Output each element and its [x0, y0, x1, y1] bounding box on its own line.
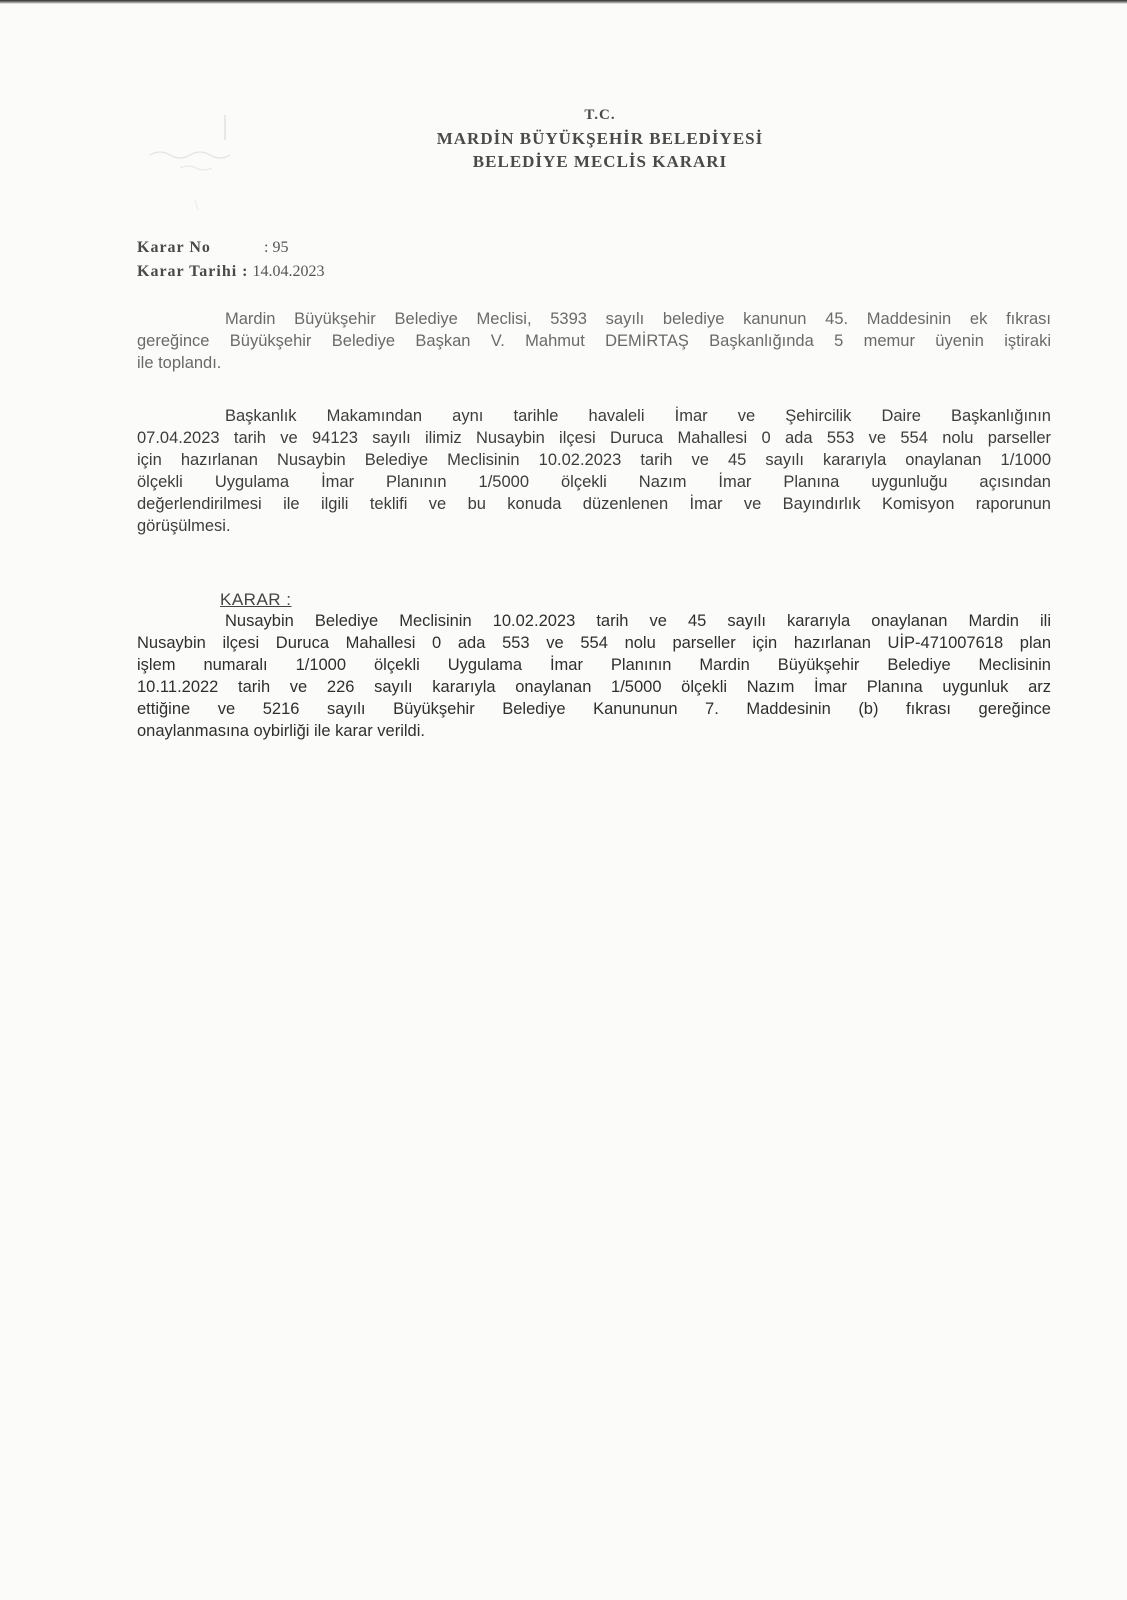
header-council-decision: BELEDİYE MECLİS KARARI — [472, 152, 728, 171]
paragraph-line: için hazırlanan Nusaybin Belediye Meclisinin 10.02.2023 tarih ve 45 sayılı kararıyla onaylanan 1/1000 — [137, 451, 1051, 469]
decision-date-row — [137, 260, 325, 284]
paragraph-line: onaylanmasına oybirliği ile karar verildi. — [137, 722, 425, 740]
paragraph-line: Nusaybin Belediye Meclisinin 10.02.2023 tarih ve 45 sayılı kararıyla onaylanan Mardin ili — [225, 612, 1051, 630]
decision-number-row — [137, 236, 325, 260]
paragraph-line: işlem numaralı 1/1000 ölçekli Uygulama İmar Planının Mardin Büyükşehir Belediye Meclisinin — [137, 656, 1051, 674]
header-municipality: MARDİN BÜYÜKŞEHİR BELEDİYESİ — [436, 129, 764, 148]
paragraph-line: Başkanlık Makamından aynı tarihle havaleli İmar ve Şehircilik Daire Başkanlığının — [225, 407, 1051, 425]
paragraph-line: ile toplandı. — [137, 354, 222, 372]
decision-heading: KARAR : — [220, 590, 292, 609]
paragraph-decision — [137, 610, 1051, 742]
decision-meta — [137, 236, 325, 284]
decision-date-value: 14.04.2023 — [252, 263, 325, 280]
paragraph-line: gereğince Büyükşehir Belediye Başkan V. Mahmut DEMİRTAŞ Başkanlığında 5 memur üyenin iştiraki — [137, 332, 1051, 350]
paragraph-agenda — [137, 405, 1051, 537]
decision-number-value: : 95 — [264, 239, 289, 256]
paragraph-line: ettiğine ve 5216 sayılı Büyükşehir Belediye Kanununun 7. Maddesinin (b) fıkrası gereğince — [137, 700, 1051, 718]
paragraph-line: Mardin Büyükşehir Belediye Meclisi, 5393 sayılı belediye kanunun 45. Maddesinin ek fıkrası — [225, 310, 1051, 328]
paragraph-line: değerlendirilmesi ile ilgili teklifi ve bu konuda düzenlenen İmar ve Bayındırlık Komisyon raporunun — [137, 495, 1051, 513]
paragraph-line: görüşülmesi. — [137, 517, 231, 535]
paragraph-session — [137, 308, 1051, 374]
decision-number-label: Karar No — [137, 239, 211, 256]
paragraph-line: ölçekli Uygulama İmar Planının 1/5000 ölçekli Nazım İmar Planına uygunluğu açısından — [137, 473, 1051, 491]
document-header — [380, 104, 820, 173]
header-tc: T.C. — [584, 107, 616, 123]
faint-stamp-mark — [140, 110, 240, 220]
paragraph-line: 10.11.2022 tarih ve 226 sayılı kararıyla onaylanan 1/5000 ölçekli Nazım İmar Planına uygunluk arz — [137, 678, 1051, 696]
paragraph-line: Nusaybin ilçesi Duruca Mahallesi 0 ada 553 ve 554 nolu parseller için hazırlanan UİP-471007618 plan — [137, 634, 1051, 652]
paragraph-line: 07.04.2023 tarih ve 94123 sayılı ilimiz Nusaybin ilçesi Duruca Mahallesi 0 ada 553 ve 554 nolu parseller — [137, 429, 1051, 447]
decision-date-label: Karar Tarihi : — [137, 263, 249, 280]
scan-top-edge — [0, 0, 1127, 4]
